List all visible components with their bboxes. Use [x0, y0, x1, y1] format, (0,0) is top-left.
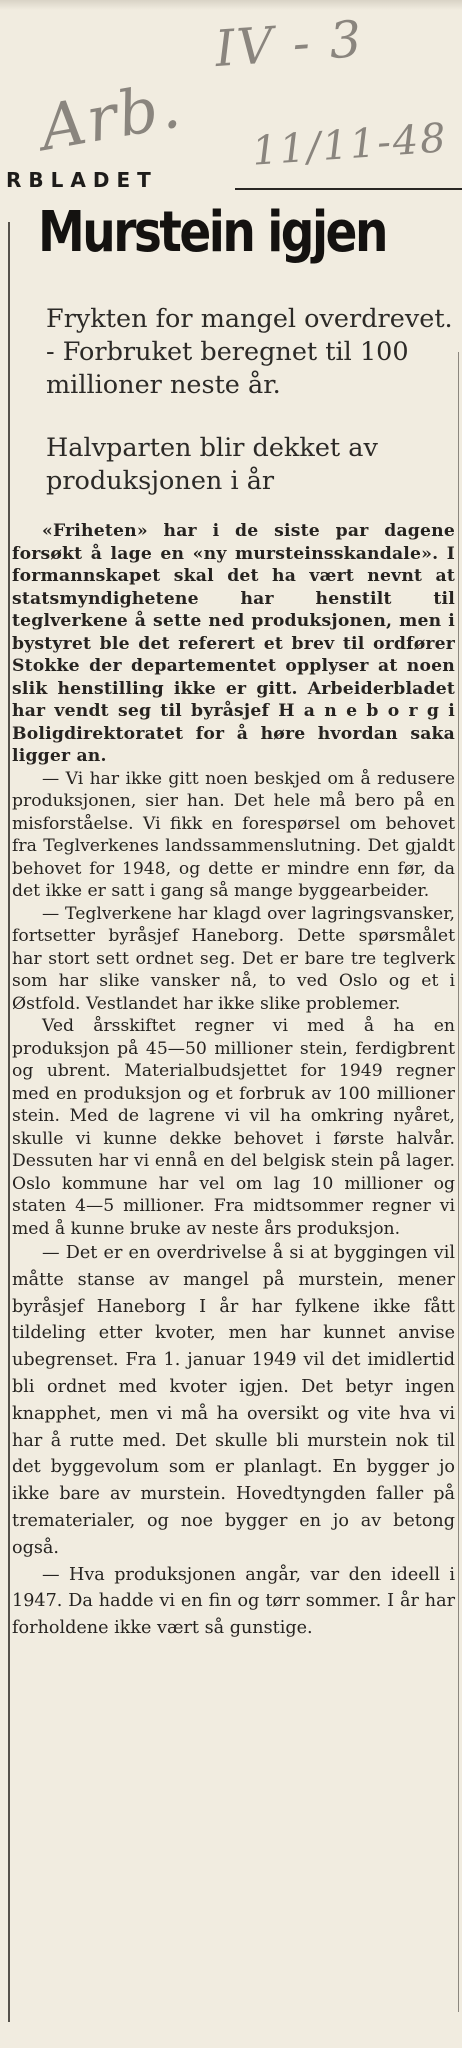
paper-edge — [0, 0, 462, 10]
article-intro: «Friheten» har i de siste par dagene forsøkt å lage en «ny mursteinsskandale». I formannskapet skal det ha vært nevnt at statsmyndighetene har henstilt til teglverkene å sette ned produksjonen, men i bystyret ble det referert et brev til ordfører Stokke der departementet opplyser at noen slik henstilling ikke er gitt. Arbeiderbladet har vendt seg til byråsjef H a n e b o r g i Boligdirektoratet for å høre hvordan saka ligger an. — [12, 521, 455, 766]
article-paragraph: — Teglverkene har klagd over lagringsvansker, fortsetter byråsjef Haneborg. Dette spørsmålet har stort sett ordnet seg. Det er bare tre teglverk som har slike vansker nå, to ved Oslo og et i Østfold. Vestlandet har ikke slike problemer. — [12, 903, 455, 1014]
handwritten-source-note: Arb. — [34, 68, 188, 165]
article-deck-primary: Frykten for mangel overdrevet. - Forbruket beregnet til 100 millioner neste år. — [46, 304, 453, 400]
article-body — [12, 520, 455, 1642]
article-paragraph: — Hva produksjonen angår, var den ideell i 1947. Da hadde vi en fin og tørr sommer. I år har forholdene ikke vært så gunstige. — [12, 1564, 455, 1639]
article-headline: Murstein igjen — [38, 200, 386, 265]
article-paragraph: — Det er en overdrivelse å si at byggingen vil måtte stanse av mangel på murstein, mener byråsjef Haneborg I år har fylkene ikke fått tildeling etter kvoter, men har kunnet anvise ubegrenset. Fra 1. januar 1949 vil det imidlertid bli ordnet med kvoter igjen. Det betyr ingen knapphet, men vi må ha oversikt og vite hva vi har å rutte med. Det skulle bli murstein nok til det byggevolum som er planlagt. En bygger jo ikke bare av murstein. Hovedtyngden faller på trematerialer, og noe bygger en jo av betong også. — [12, 1243, 455, 1558]
masthead-rule — [235, 188, 462, 190]
handwritten-date: 11/11-48 — [250, 115, 450, 175]
column-rule-right — [458, 352, 459, 2012]
column-rule-left — [8, 222, 10, 2022]
article-deck-secondary: Halvparten blir dekket av produksjonen i år — [46, 433, 378, 496]
newspaper-masthead: RBLADET — [6, 168, 158, 192]
article-paragraph: — Vi har ikke gitt noen beskjed om å redusere produksjonen, sier han. Det hele må bero på en misforståelse. Vi fikk en forespørsel om behovet fra Teglverkenes landssammenslutning. Det gjaldt behovet for 1948, og dette er mindre enn før, da det ikke er satt i gang så mange byggearbeider. — [12, 768, 455, 901]
article-lower-block — [12, 1240, 455, 1642]
article-paragraph: Ved årsskiftet regner vi med å ha en produksjon på 45—50 millioner stein, ferdigbrent og ubrent. Materialbudsjettet for 1949 regner med en produksjon og et forbruk av 100 millioner stein. Med de lagrene vi vil ha omkring nyåret, skulle vi kunne dekke behovet i første halvår. Dessuten har vi ennå en del belgisk stein på lager. Oslo kommune har vel om lag 10 millioner og staten 4—5 millioner. Fra midtsommer regner vi med å kunne bruke av neste års produksjon. — [12, 1016, 455, 1239]
handwritten-archive-code: IV - 3 — [213, 9, 366, 79]
